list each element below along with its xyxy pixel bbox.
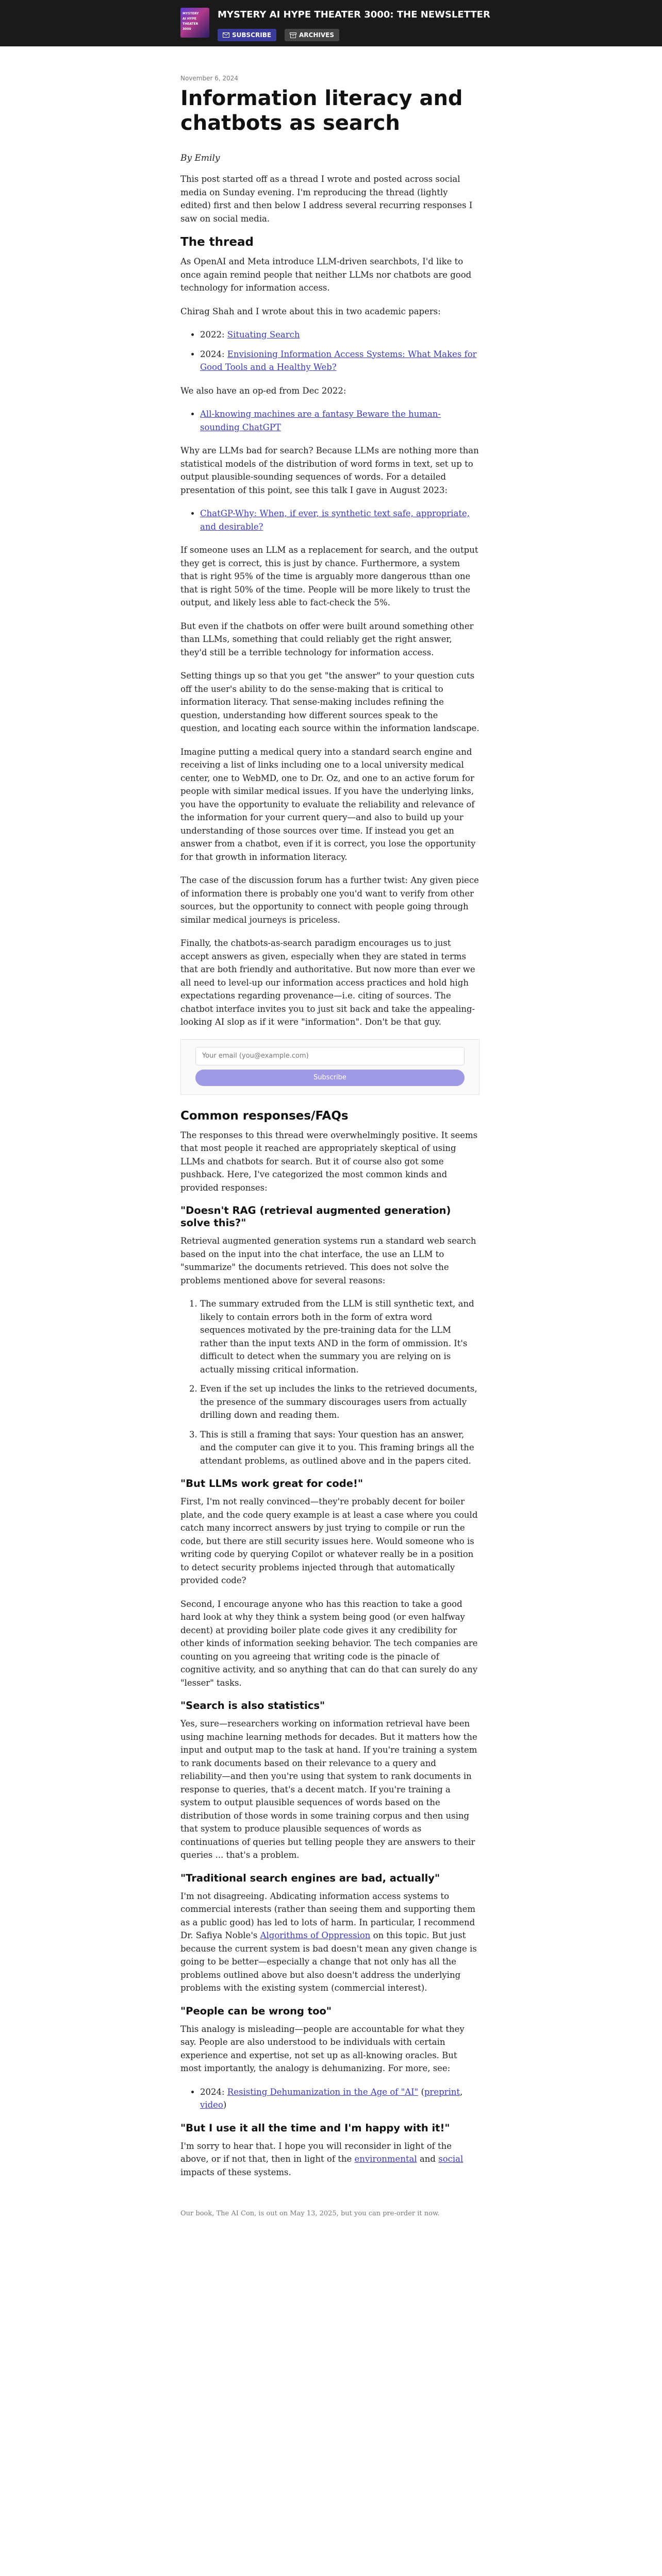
heading-statistics: "Search is also statistics" — [180, 1700, 325, 1711]
link-preprint[interactable]: preprint — [424, 2087, 460, 2097]
paragraph: The case of the discussion forum has a further twist: Any given piece of information there is probably one you'd want to verify from other sources, but the opportunity to connect with people going through similar medical journeys is priceless. — [180, 875, 479, 925]
link-video[interactable]: video — [200, 2100, 223, 2110]
post-date: November 6, 2024 — [180, 75, 239, 82]
heading-code: "But LLMs work great for code!" — [180, 1478, 363, 1489]
paragraph: First, I'm not really convinced—they're probably decent for boiler plate, and the code query example is at least a case where you could catch many incorrect answers by just trying to compile or run the code, but there are still security issues here. Would someone who is writing code by querying Copilot or whatever really be in a position to detect security problems injected through that automatically provided code? — [180, 1497, 478, 1585]
post-content — [180, 75, 479, 2217]
link-talk[interactable]: ChatGP-Why: When, if ever, is synthetic text safe, appropriate, and desirable? — [200, 509, 470, 532]
rag-reasons-list — [180, 1297, 479, 1467]
subscribe-nav-label: SUBSCRIBE — [232, 31, 272, 39]
heading-thread: The thread — [180, 235, 254, 249]
newsletter-logo[interactable]: MYSTERY AI HYPE THEATER 3000 — [180, 8, 209, 38]
text-span: 2024: — [200, 2087, 227, 2097]
paragraph: If someone uses an LLM as a replacement for search, and the output they get is correct, this is just by chance. Furthermore, a system that is right 95% of the time is arguably more dangerous tthan one that is right 50% of the time. People will be more likely to trust the output, and likely less able to fact-check the 5%. — [180, 545, 478, 607]
paragraph — [180, 2140, 479, 2179]
link-envisioning-paper[interactable]: Envisioning Information Access Systems: What Makes for Good Tools and a Healthy Web? — [200, 349, 477, 372]
text-span: ( — [418, 2087, 424, 2097]
list-item — [200, 408, 479, 434]
archives-nav-label: ARCHIVES — [299, 31, 334, 39]
post-title: Information literacy and chatbots as search — [180, 87, 463, 135]
list-item: 3. This is still a framing that says: Your question has an answer, and the computer can give it to you. This framing brings all the attendant problems, as outlined above and in the papers cited. — [200, 1428, 479, 1468]
list-item: 1. The summary extruded from the LLM is still synthetic text, and likely to contain errors both in the form of extra word sequences motivated by the pre-training data for the LLM rather than the input texts AND in the form of ommission. It's difficult to detect when the summary you are relying on is actually missing critical information. — [200, 1297, 479, 1376]
paragraph: But even if the chatbots on offer were built around something other than LLMs, something that could reliably get the right answer, they'd still be a terrible technology for information access. — [180, 621, 474, 657]
paragraph: Chirag Shah and I wrote about this in two academic papers: — [180, 306, 441, 316]
paragraph: Yes, sure—researchers working on information retrieval have been using machine learning methods for decades. But it matters how the input and output map to the task at hand. If you're training a system to rank documents based on their relevance to a query and reliability—and then you're using that system to rank documents in response to queries, that's a decent match. If you're training a system to output plausible sequences of words based on the distribution of those words in some training corpus and then using that system to produce plausible sequences of words as continuations of queries but telling people they are answers to their queries ... that's a problem. — [180, 1719, 477, 1860]
paragraph: We also have an op-ed from Dec 2022: — [180, 385, 346, 396]
paragraph: Second, I encourage anyone who has this reaction to take a good hard look at why they think a system being good (or even halfway decent) at providing boiler plate code gives it any credibility for other kinds of information seeking behavior. The tech companies are counting on you agreeing that writing code is the pinacle of cognitive activity, and so anything that can do that can surely do any "lesser" tasks. — [180, 1599, 478, 1688]
text-span: impacts of these systems. — [180, 2167, 291, 2177]
archive-icon — [290, 32, 296, 38]
email-input[interactable] — [195, 1047, 465, 1065]
top-bar-inner — [180, 5, 516, 41]
paragraph: This analogy is misleading—people are accountable for what they say. People are also understood to be individuals with certain experience and expertise, not set up as all-knowing oracles. But most importantly, the analogy is dehumanizing. For more, see: — [180, 2024, 465, 2073]
text-span: and — [417, 2154, 439, 2164]
list-item: 2. Even if the set up includes the links to the retrieved documents, the presence of the summary discourages users from actually drilling down and reading them. — [200, 1382, 479, 1422]
papers-list — [180, 328, 479, 374]
heading-rag: "Doesn't RAG (retrieval augmented generation) solve this?" — [180, 1205, 451, 1229]
subscribe-nav-button[interactable] — [218, 29, 276, 41]
oped-list — [180, 408, 479, 434]
paragraph: Finally, the chatbots-as-search paradigm encourages us to just accept answers as given, especially when they are stated in terms that are both friendly and authoritative. But now more than ever we all need to level-up our information access practices and hold high expectations regarding provenance—i.e. citing of sources. The chatbot interface invites you to just sit back and take the appealing-looking AI slop as if it were "information". Don't be that guy. — [180, 938, 475, 1027]
link-situating-search[interactable]: Situating Search — [227, 330, 300, 340]
paper-year: 2024: — [200, 349, 227, 359]
paragraph: The responses to this thread were overwhelmingly positive. It seems that most people it reached are appropriately skeptical of using LLMs and chatbots for search. But it of course also got some pushback. Here, I've categorized the most common kinds and provided responses: — [180, 1130, 478, 1193]
paragraph — [180, 1890, 479, 1995]
text-span: I'm not disagreeing. Abdicating information access systems to commercial interests (rather than seeing them and supporting them as a public good) has led to lots of harm. In particular, I recommend Dr. Safiya Noble's — [180, 1891, 475, 1940]
text-span: I'm sorry to hear that. I hope you will reconsider in light of the above, or if not that, then in light of the — [180, 2141, 452, 2164]
footer-note: Our book, The AI Con, is out on May 13, 2025, but you can pre-order it now. — [180, 2210, 440, 2217]
site-title[interactable]: MYSTERY AI HYPE THEATER 3000: THE NEWSLETTER — [218, 9, 490, 20]
link-algorithms-of-oppression[interactable]: Algorithms of Oppression — [260, 1930, 371, 1940]
byline: By Emily — [180, 153, 220, 163]
link-oped[interactable]: All-knowing machines are a fantasy Beware the human-sounding ChatGPT — [200, 409, 441, 432]
list-item — [200, 328, 479, 342]
subscribe-form — [180, 1039, 479, 1095]
intro-paragraph: This post started off as a thread I wrote and posted across social media on Sunday evening. I'm reproducing the thread (lightly edited) first and then below I address several recurring responses I saw on social media. — [180, 174, 473, 224]
list-item — [200, 507, 479, 533]
paragraph: As OpenAI and Meta introduce LLM-driven searchbots, I'd like to once again remind people that neither LLMs nor chatbots are good technology for information access. — [180, 257, 472, 293]
heading-traditional-search: "Traditional search engines are bad, actually" — [180, 1872, 440, 1884]
heading-use-all-the-time: "But I use it all the time and I'm happy with it!" — [180, 2122, 450, 2134]
heading-people-wrong: "People can be wrong too" — [180, 2005, 332, 2017]
text-span: on this topic. But just because the current system is bad doesn't mean any given change is going to be better—especially a change that not only has all the problems outlined above but also doesn't address the underlying problems with the existing system (commercial interest). — [180, 1930, 477, 1993]
link-social[interactable]: social — [438, 2154, 464, 2164]
text-span: , — [460, 2087, 463, 2097]
list-item — [200, 2086, 479, 2112]
heading-common-responses: Common responses/FAQs — [180, 1109, 349, 1123]
link-resisting-dehumanization[interactable]: Resisting Dehumanization in the Age of "AI" — [227, 2087, 419, 2097]
paragraph: Setting things up so that you get "the answer" to your question cuts off the user's ability to do the sense-making that is critical to information literacy. That sense-making includes refining the question, understanding how different sources speak to the question, and locating each source within the information landscape. — [180, 671, 479, 733]
talk-list — [180, 507, 479, 533]
dehumanization-list — [180, 2086, 479, 2112]
paper-year: 2022: — [200, 330, 227, 340]
link-environmental[interactable]: environmental — [354, 2154, 417, 2164]
paragraph: Retrieval augmented generation systems run a standard web search based on the input into the chat interface, the use an LLM to "summarize" the documents retrieved. This does not solve the problems mentioned above for several reasons: — [180, 1236, 476, 1285]
paragraph: Why are LLMs bad for search? Because LLMs are nothing more than statistical models of the distribution of word forms in text, set up to output plausible-sounding sequences of words. For a detailed presentation of this point, see this talk I gave in August 2023: — [180, 446, 479, 495]
list-item — [200, 348, 479, 374]
archives-nav-button[interactable] — [285, 29, 339, 41]
text-span: ) — [223, 2100, 227, 2110]
subscribe-button[interactable]: Subscribe — [195, 1070, 465, 1086]
mail-icon — [223, 32, 229, 38]
paragraph: Imagine putting a medical query into a standard search engine and receiving a list of links including one to a local university medical center, one to WebMD, one to Dr. Oz, and one to an active forum for people with similar medical issues. If you have the underlying links, you have the opportunity to evaluate the reliability and relevance of the information for your current query—and also to build up your understanding of those sources over time. If instead you get an answer from a chatbot, even if it is correct, you lose the opportunity for that growth in information literacy. — [180, 747, 476, 862]
top-bar — [0, 0, 662, 46]
